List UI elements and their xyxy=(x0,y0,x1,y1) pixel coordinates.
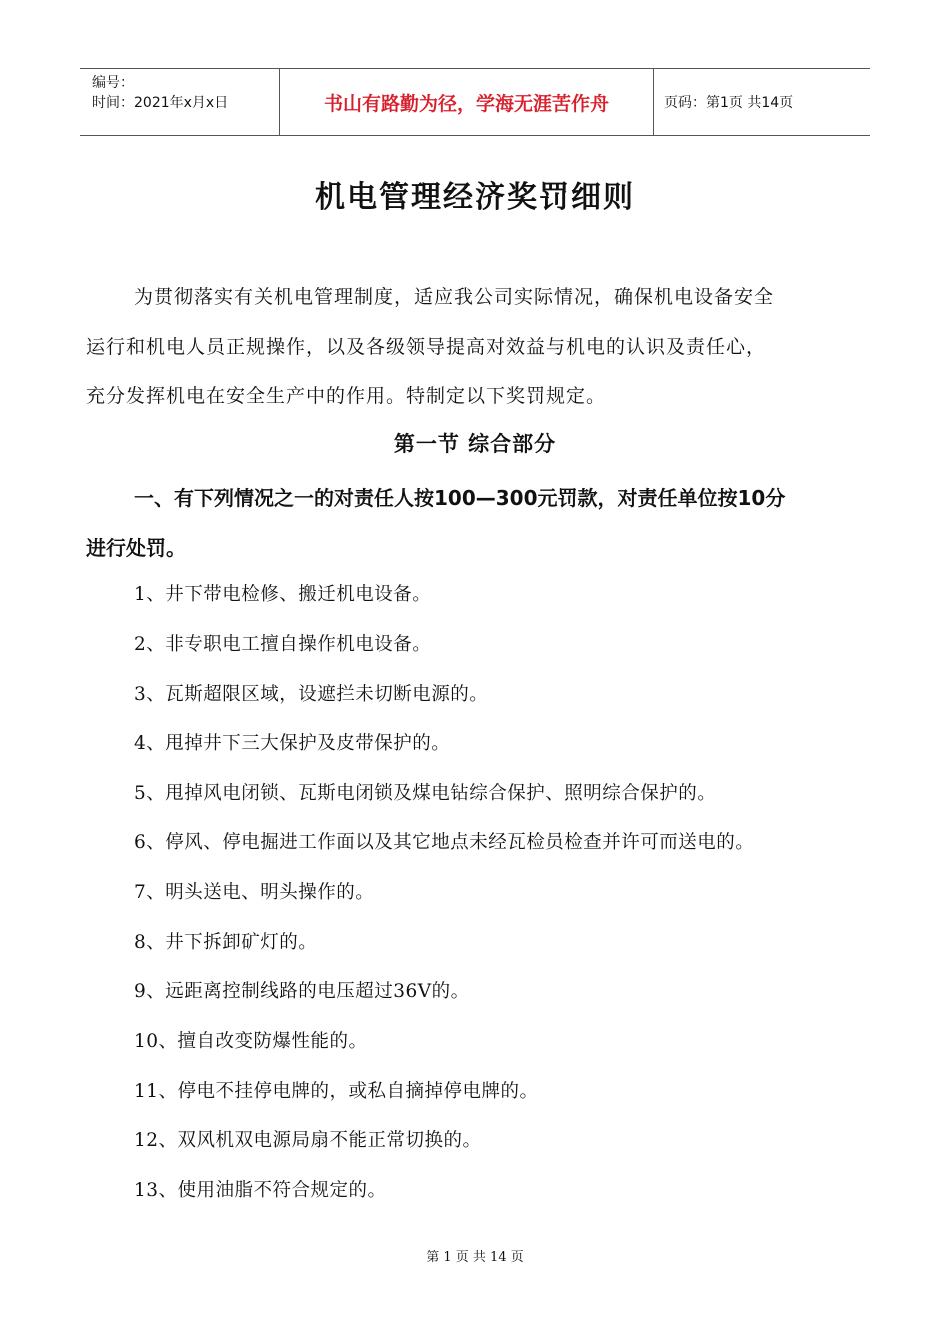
list-item: 7、明头送电、明头操作的。 xyxy=(134,882,375,903)
list-item: 11、停电不挂停电牌的，或私自摘掉停电牌的。 xyxy=(134,1081,539,1102)
document-time-label: 时间：2021年x月x日 xyxy=(92,95,229,111)
list-item: 5、甩掉风电闭锁、瓦斯电闭锁及煤电钻综合保护、照明综合保护的。 xyxy=(134,783,717,804)
list-item: 8、井下拆卸矿灯的。 xyxy=(134,932,318,953)
list-item: 13、使用油脂不符合规定的。 xyxy=(134,1180,387,1201)
intro-line: 为贯彻落实有关机电管理制度，适应我公司实际情况，确保机电设备安全 xyxy=(134,286,775,308)
intro-line: 运行和机电人员正规操作，以及各级领导提高对效益与机电的认识及责任心， xyxy=(86,336,767,358)
header-meta-cell xyxy=(80,69,280,135)
list-item: 10、擅自改变防爆性能的。 xyxy=(134,1031,368,1052)
section-title: 第一节 综合部分 xyxy=(393,432,557,456)
intro-line: 充分发挥机电在安全生产中的作用。特制定以下奖罚规定。 xyxy=(86,385,607,407)
list-item: 3、瓦斯超限区域，设遮拦未切断电源的。 xyxy=(134,684,489,705)
document-header xyxy=(80,68,870,136)
list-item: 2、非专职电工擅自操作机电设备。 xyxy=(134,634,432,655)
header-page-info: 页码：第1页 共14页 xyxy=(664,95,794,111)
list-item: 9、远距离控制线路的电压超过36V的。 xyxy=(134,981,470,1002)
rule-heading-line: 一、有下列情况之一的对责任人按100—300元罚款，对责任单位按10分 xyxy=(134,486,786,510)
rule-heading-line: 进行处罚。 xyxy=(86,536,186,560)
list-item: 4、甩掉井下三大保护及皮带保护的。 xyxy=(134,733,451,754)
list-item: 12、双风机双电源局扇不能正常切换的。 xyxy=(134,1130,482,1151)
document-number-label: 编号： xyxy=(92,75,134,91)
header-motto: 书山有路勤为径，学海无涯苦作舟 xyxy=(280,69,654,135)
page-footer: 第 1 页 共 14 页 xyxy=(426,1250,524,1265)
list-item: 1、井下带电检修、搬迁机电设备。 xyxy=(134,584,432,605)
document-title: 机电管理经济奖罚细则 xyxy=(315,180,635,215)
list-item: 6、停风、停电掘进工作面以及其它地点未经瓦检员检查并许可而送电的。 xyxy=(134,832,755,853)
